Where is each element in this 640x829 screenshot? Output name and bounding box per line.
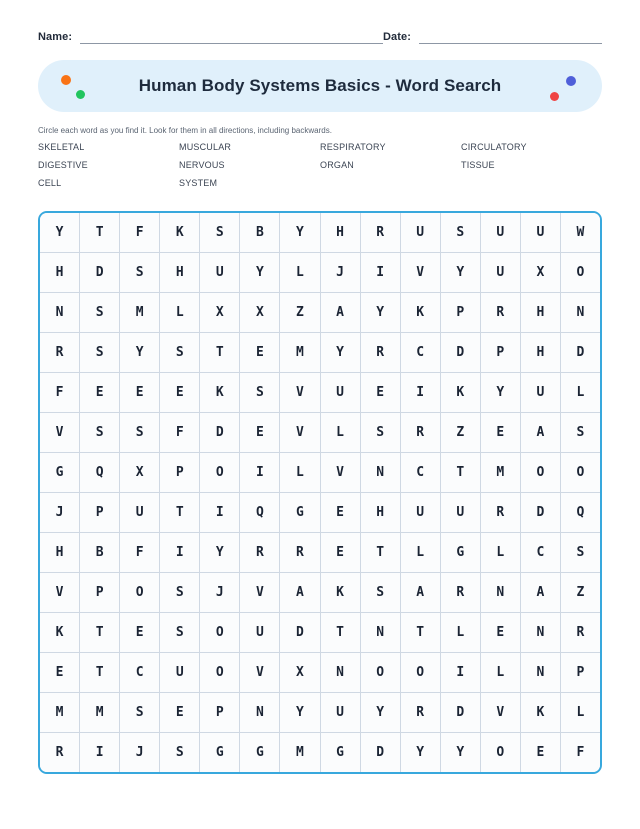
grid-cell[interactable]: D: [80, 253, 119, 292]
grid-cell[interactable]: S: [160, 573, 199, 612]
grid-cell[interactable]: O: [200, 653, 239, 692]
grid-cell[interactable]: S: [240, 373, 279, 412]
grid-cell[interactable]: K: [401, 293, 440, 332]
grid-cell[interactable]: J: [321, 253, 360, 292]
grid-cell[interactable]: Y: [120, 333, 159, 372]
grid-cell[interactable]: R: [40, 733, 79, 772]
grid-cell[interactable]: G: [240, 733, 279, 772]
grid-cell[interactable]: O: [361, 653, 400, 692]
word-list-item[interactable]: NERVOUS: [179, 160, 225, 170]
title-banner: [38, 60, 602, 112]
grid-cell[interactable]: S: [160, 613, 199, 652]
grid-cell[interactable]: V: [280, 413, 319, 452]
grid-cell[interactable]: R: [280, 533, 319, 572]
grid-cell[interactable]: O: [200, 613, 239, 652]
grid-cell[interactable]: O: [561, 453, 600, 492]
grid-cell[interactable]: K: [200, 373, 239, 412]
grid-cell[interactable]: N: [361, 613, 400, 652]
grid-cell[interactable]: N: [521, 613, 560, 652]
green-dot-icon: [76, 90, 85, 99]
grid-cell[interactable]: I: [441, 653, 480, 692]
word-list-item[interactable]: DIGESTIVE: [38, 160, 88, 170]
word-list-item[interactable]: ORGAN: [320, 160, 355, 170]
grid-cell[interactable]: L: [481, 533, 520, 572]
grid-cell[interactable]: I: [80, 733, 119, 772]
page-title: Human Body Systems Basics - Word Search: [138, 76, 502, 95]
grid-cell[interactable]: M: [120, 293, 159, 332]
grid-cell[interactable]: V: [240, 653, 279, 692]
puzzle-grid-container: [38, 211, 602, 774]
grid-cell[interactable]: Y: [40, 213, 79, 252]
grid-cell[interactable]: M: [80, 693, 119, 732]
grid-cell[interactable]: E: [40, 653, 79, 692]
grid-cell[interactable]: J: [120, 733, 159, 772]
grid-cell[interactable]: Y: [240, 253, 279, 292]
grid-cell[interactable]: T: [80, 213, 119, 252]
grid-cell[interactable]: K: [441, 373, 480, 412]
grid-cell[interactable]: O: [561, 253, 600, 292]
red-dot-icon: [550, 92, 559, 101]
grid-cell[interactable]: F: [160, 413, 199, 452]
grid-cell[interactable]: E: [361, 373, 400, 412]
grid-cell[interactable]: P: [441, 293, 480, 332]
student-info-row: [0, 0, 640, 44]
grid-cell[interactable]: V: [401, 253, 440, 292]
grid-cell[interactable]: F: [120, 533, 159, 572]
grid-cell[interactable]: T: [401, 613, 440, 652]
grid-cell[interactable]: V: [280, 373, 319, 412]
grid-cell[interactable]: S: [80, 413, 119, 452]
grid-cell[interactable]: T: [361, 533, 400, 572]
grid-cell[interactable]: U: [160, 653, 199, 692]
grid-cell[interactable]: R: [401, 413, 440, 452]
grid-cell[interactable]: C: [401, 333, 440, 372]
grid-cell[interactable]: J: [40, 493, 79, 532]
grid-cell[interactable]: B: [240, 213, 279, 252]
grid-cell[interactable]: E: [321, 493, 360, 532]
grid-cell[interactable]: S: [120, 253, 159, 292]
grid-cell[interactable]: E: [120, 613, 159, 652]
grid-cell[interactable]: D: [561, 333, 600, 372]
grid-cell[interactable]: M: [280, 733, 319, 772]
grid-cell[interactable]: L: [280, 253, 319, 292]
grid-cell[interactable]: I: [240, 453, 279, 492]
grid-cell[interactable]: N: [481, 573, 520, 612]
grid-cell[interactable]: Q: [80, 453, 119, 492]
grid-cell[interactable]: U: [481, 213, 520, 252]
grid-cell[interactable]: I: [361, 253, 400, 292]
grid-cell[interactable]: T: [321, 613, 360, 652]
grid-cell[interactable]: U: [321, 373, 360, 412]
grid-cell[interactable]: V: [321, 453, 360, 492]
grid-cell[interactable]: U: [401, 493, 440, 532]
grid-cell[interactable]: Z: [441, 413, 480, 452]
grid-cell[interactable]: S: [361, 573, 400, 612]
grid-cell[interactable]: R: [361, 213, 400, 252]
grid-cell[interactable]: H: [40, 253, 79, 292]
grid-cell[interactable]: O: [521, 453, 560, 492]
grid-cell[interactable]: N: [521, 653, 560, 692]
grid-cell[interactable]: L: [280, 453, 319, 492]
grid-cell[interactable]: G: [441, 533, 480, 572]
grid-cell[interactable]: F: [120, 213, 159, 252]
grid-cell[interactable]: L: [321, 413, 360, 452]
grid-cell[interactable]: E: [240, 413, 279, 452]
grid-cell[interactable]: L: [160, 293, 199, 332]
grid-cell[interactable]: T: [80, 653, 119, 692]
grid-cell[interactable]: N: [240, 693, 279, 732]
puzzle-grid: [40, 213, 600, 772]
grid-cell[interactable]: U: [120, 493, 159, 532]
date-write-line[interactable]: [419, 31, 602, 44]
grid-cell[interactable]: H: [521, 333, 560, 372]
grid-cell[interactable]: B: [80, 533, 119, 572]
grid-cell[interactable]: P: [561, 653, 600, 692]
orange-dot-icon: [61, 75, 71, 85]
grid-cell[interactable]: E: [120, 373, 159, 412]
grid-cell[interactable]: U: [521, 213, 560, 252]
grid-cell[interactable]: S: [561, 533, 600, 572]
word-list-item[interactable]: MUSCULAR: [179, 142, 232, 152]
name-field-group: [38, 30, 383, 44]
instructions-text: Circle each word as you find it. Look for them in all directions, including backwards.: [38, 126, 332, 135]
grid-cell[interactable]: L: [561, 693, 600, 732]
grid-cell[interactable]: V: [240, 573, 279, 612]
grid-cell[interactable]: Y: [441, 253, 480, 292]
grid-cell[interactable]: N: [40, 293, 79, 332]
grid-cell[interactable]: V: [40, 573, 79, 612]
name-label: Name:: [38, 31, 73, 43]
grid-cell[interactable]: O: [401, 653, 440, 692]
grid-cell[interactable]: E: [160, 373, 199, 412]
grid-cell[interactable]: X: [200, 293, 239, 332]
grid-cell[interactable]: L: [481, 653, 520, 692]
grid-cell[interactable]: Y: [361, 293, 400, 332]
grid-cell[interactable]: C: [521, 533, 560, 572]
grid-cell[interactable]: G: [280, 493, 319, 532]
grid-cell[interactable]: S: [160, 733, 199, 772]
grid-cell[interactable]: N: [561, 293, 600, 332]
word-list-item[interactable]: SYSTEM: [179, 178, 218, 188]
grid-cell[interactable]: U: [240, 613, 279, 652]
grid-cell[interactable]: C: [401, 453, 440, 492]
grid-cell[interactable]: P: [80, 493, 119, 532]
grid-cell[interactable]: G: [40, 453, 79, 492]
grid-cell[interactable]: X: [521, 253, 560, 292]
grid-cell[interactable]: T: [441, 453, 480, 492]
grid-cell[interactable]: P: [160, 453, 199, 492]
grid-cell[interactable]: U: [441, 493, 480, 532]
grid-cell[interactable]: D: [280, 613, 319, 652]
grid-cell[interactable]: H: [160, 253, 199, 292]
grid-cell[interactable]: F: [561, 733, 600, 772]
grid-cell[interactable]: X: [280, 653, 319, 692]
word-list-item[interactable]: RESPIRATORY: [320, 142, 386, 152]
grid-cell[interactable]: E: [80, 373, 119, 412]
grid-cell[interactable]: N: [321, 653, 360, 692]
grid-cell[interactable]: L: [441, 613, 480, 652]
grid-cell[interactable]: V: [40, 413, 79, 452]
grid-cell[interactable]: S: [561, 413, 600, 452]
grid-cell[interactable]: K: [521, 693, 560, 732]
grid-cell[interactable]: M: [481, 453, 520, 492]
grid-cell[interactable]: D: [200, 413, 239, 452]
grid-cell[interactable]: P: [80, 573, 119, 612]
grid-cell[interactable]: R: [40, 333, 79, 372]
grid-cell[interactable]: A: [521, 413, 560, 452]
grid-cell[interactable]: E: [240, 333, 279, 372]
grid-cell[interactable]: P: [481, 333, 520, 372]
grid-cell[interactable]: A: [401, 573, 440, 612]
grid-cell[interactable]: O: [200, 453, 239, 492]
grid-cell[interactable]: S: [361, 413, 400, 452]
grid-cell[interactable]: L: [401, 533, 440, 572]
grid-cell[interactable]: E: [521, 733, 560, 772]
word-list: [38, 141, 602, 189]
grid-cell[interactable]: N: [361, 453, 400, 492]
grid-cell[interactable]: K: [321, 573, 360, 612]
grid-cell[interactable]: T: [160, 493, 199, 532]
grid-cell[interactable]: A: [521, 573, 560, 612]
grid-cell[interactable]: L: [561, 373, 600, 412]
grid-cell[interactable]: I: [401, 373, 440, 412]
grid-cell[interactable]: E: [321, 533, 360, 572]
grid-cell[interactable]: P: [200, 693, 239, 732]
grid-cell[interactable]: X: [120, 453, 159, 492]
name-write-line[interactable]: [80, 31, 383, 44]
grid-cell[interactable]: Y: [401, 733, 440, 772]
grid-cell[interactable]: A: [280, 573, 319, 612]
grid-cell[interactable]: Z: [561, 573, 600, 612]
date-label: Date:: [383, 31, 412, 43]
grid-cell[interactable]: W: [561, 213, 600, 252]
grid-cell[interactable]: Q: [240, 493, 279, 532]
grid-cell[interactable]: C: [120, 653, 159, 692]
grid-cell[interactable]: O: [481, 733, 520, 772]
grid-cell[interactable]: Y: [280, 693, 319, 732]
grid-cell[interactable]: Y: [361, 693, 400, 732]
grid-cell[interactable]: S: [80, 333, 119, 372]
grid-cell[interactable]: U: [321, 693, 360, 732]
grid-cell[interactable]: S: [160, 333, 199, 372]
grid-cell[interactable]: S: [80, 293, 119, 332]
grid-cell[interactable]: R: [561, 613, 600, 652]
grid-cell[interactable]: Y: [441, 733, 480, 772]
grid-cell[interactable]: Y: [280, 213, 319, 252]
grid-cell[interactable]: U: [200, 253, 239, 292]
grid-cell[interactable]: D: [361, 733, 400, 772]
grid-cell[interactable]: H: [321, 213, 360, 252]
grid-cell[interactable]: D: [441, 333, 480, 372]
grid-cell[interactable]: R: [401, 693, 440, 732]
grid-cell[interactable]: I: [160, 533, 199, 572]
grid-cell[interactable]: H: [40, 533, 79, 572]
grid-cell[interactable]: T: [80, 613, 119, 652]
grid-cell[interactable]: G: [321, 733, 360, 772]
word-list-item[interactable]: SKELETAL: [38, 142, 85, 152]
grid-cell[interactable]: R: [481, 493, 520, 532]
grid-cell[interactable]: H: [521, 293, 560, 332]
grid-cell[interactable]: U: [481, 253, 520, 292]
word-list-item[interactable]: CELL: [38, 178, 62, 188]
grid-cell[interactable]: S: [120, 413, 159, 452]
grid-cell[interactable]: X: [240, 293, 279, 332]
grid-cell[interactable]: M: [40, 693, 79, 732]
grid-cell[interactable]: M: [280, 333, 319, 372]
grid-cell[interactable]: G: [200, 733, 239, 772]
grid-cell[interactable]: E: [160, 693, 199, 732]
grid-cell[interactable]: S: [200, 213, 239, 252]
grid-cell[interactable]: I: [200, 493, 239, 532]
grid-cell[interactable]: A: [321, 293, 360, 332]
grid-cell[interactable]: D: [441, 693, 480, 732]
grid-cell[interactable]: R: [240, 533, 279, 572]
grid-cell[interactable]: Y: [200, 533, 239, 572]
date-field-group: [383, 30, 602, 44]
grid-cell[interactable]: F: [40, 373, 79, 412]
blue-dot-icon: [566, 76, 576, 86]
grid-cell[interactable]: K: [160, 213, 199, 252]
grid-cell[interactable]: R: [441, 573, 480, 612]
grid-cell[interactable]: O: [120, 573, 159, 612]
grid-cell[interactable]: H: [361, 493, 400, 532]
grid-cell[interactable]: R: [481, 293, 520, 332]
grid-cell[interactable]: D: [521, 493, 560, 532]
grid-cell[interactable]: T: [200, 333, 239, 372]
grid-cell[interactable]: U: [521, 373, 560, 412]
word-list-item[interactable]: TISSUE: [461, 160, 495, 170]
grid-cell[interactable]: S: [441, 213, 480, 252]
grid-cell[interactable]: Y: [481, 373, 520, 412]
grid-cell[interactable]: U: [401, 213, 440, 252]
grid-cell[interactable]: J: [200, 573, 239, 612]
grid-cell[interactable]: Y: [321, 333, 360, 372]
grid-cell[interactable]: V: [481, 693, 520, 732]
grid-cell[interactable]: K: [40, 613, 79, 652]
grid-cell[interactable]: E: [481, 613, 520, 652]
grid-cell[interactable]: Z: [280, 293, 319, 332]
grid-cell[interactable]: Q: [561, 493, 600, 532]
word-list-item[interactable]: CIRCULATORY: [461, 142, 527, 152]
grid-cell[interactable]: E: [481, 413, 520, 452]
grid-cell[interactable]: R: [361, 333, 400, 372]
grid-cell[interactable]: S: [120, 693, 159, 732]
